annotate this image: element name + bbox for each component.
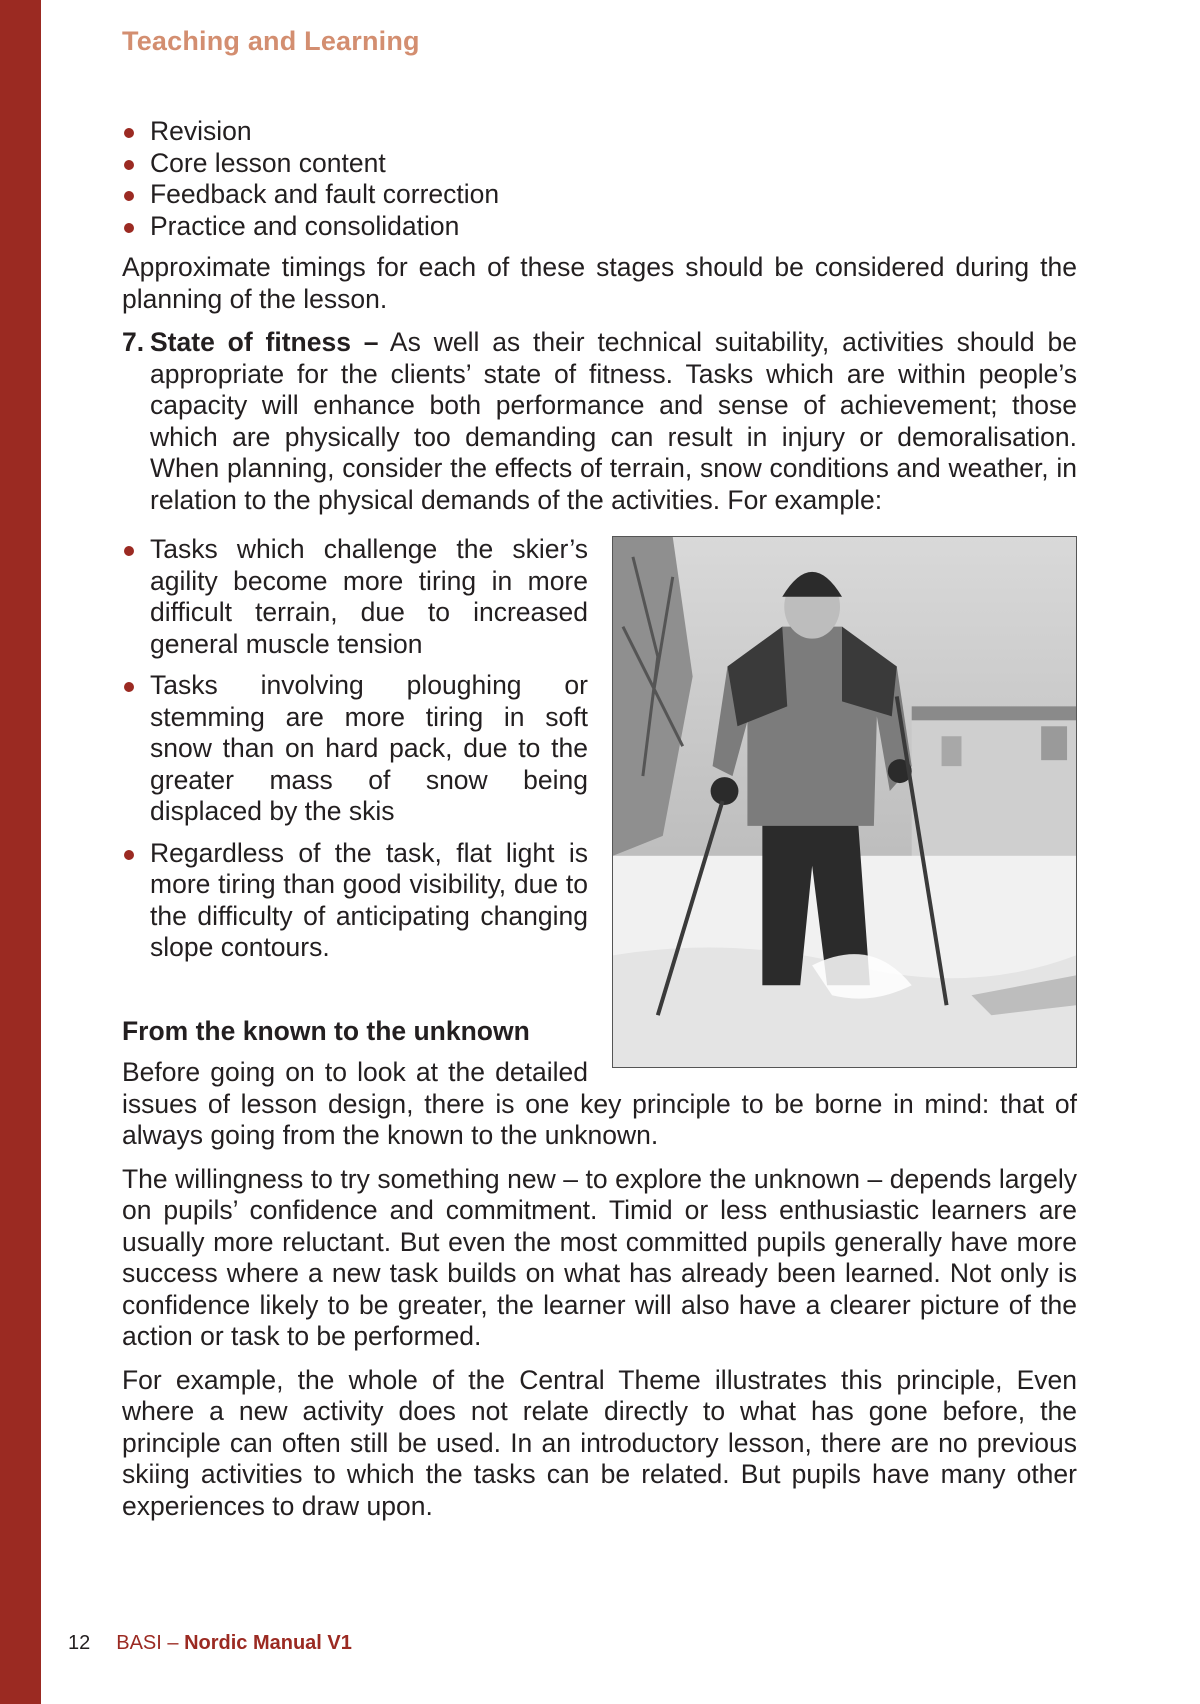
lesson-stages-list bbox=[122, 116, 1077, 242]
body-paragraph: For example, the whole of the Central Theme illustrates this principle, Even where a new activity does not relate directly to what has gone before, the principle can often still be used. In an introductory lesson, there are no previous skiing activities to which the tasks can be related. But pupils have many other experiences to draw upon. bbox=[122, 1364, 1077, 1521]
point-term: State of fitness – bbox=[150, 327, 379, 357]
list-item: Tasks which challenge the skier’s agility become more tiring in more difficult terrain, due to increased general muscle tension bbox=[122, 534, 1077, 660]
point-number: 7. bbox=[122, 327, 145, 357]
side-color-bar bbox=[0, 0, 41, 1704]
point-text: As well as their technical suitability, activities should be appropriate for the clients’ state of fitness. Tasks which are within people’s capacity will enhance both performance and sense of achievement; those which are physically too demanding can result in injury or demoralisation. When planning, consider the effects of terrain, snow conditions and weather, in relation to the physical demands of the activities. For example: bbox=[150, 327, 1077, 515]
running-header: Teaching and Learning bbox=[122, 26, 420, 56]
list-item: Revision bbox=[122, 116, 1077, 148]
fitness-point bbox=[122, 327, 1077, 516]
list-item: Core lesson content bbox=[122, 148, 1077, 180]
page-content bbox=[122, 116, 1077, 1534]
list-item: Tasks involving ploughing or stemming are more tiring in soft snow than on hard pack, due to the greater mass of snow being displaced by the skis bbox=[122, 670, 1077, 828]
page-footer bbox=[68, 1632, 352, 1655]
section-heading: From the known to the unknown bbox=[122, 1015, 530, 1046]
body-paragraph: The willingness to try something new – to explore the unknown – depends largely on pupils’ confidence and commitment. Timid or less enthusiastic learners are usually more reluctant. But even the most committed pupils generally have more success where a new task builds on what has already been learned. Not only is confidence likely to be greater, the learner will also have a clearer picture of the action or task to be performed. bbox=[122, 1163, 1077, 1351]
body-paragraph: Before going on to look at the detailed issues of lesson design, there is one key principle to be borne in mind: that of always going from the known to the unknown. bbox=[122, 1057, 1077, 1150]
timing-paragraph: Approximate timings for each of these stages should be considered during the planning of the lesson. bbox=[122, 252, 1077, 314]
list-item: Feedback and fault correction bbox=[122, 179, 1077, 211]
list-item: Regardless of the task, flat light is more tiring than good visibility, due to the difficulty of anticipating changing slope contours. bbox=[122, 838, 1077, 964]
footer-brand: BASI – bbox=[116, 1632, 185, 1654]
fitness-examples-list bbox=[122, 534, 1077, 964]
page-number: 12 bbox=[68, 1632, 91, 1654]
footer-manual-title: Nordic Manual V1 bbox=[184, 1632, 352, 1654]
list-item: Practice and consolidation bbox=[122, 211, 1077, 243]
